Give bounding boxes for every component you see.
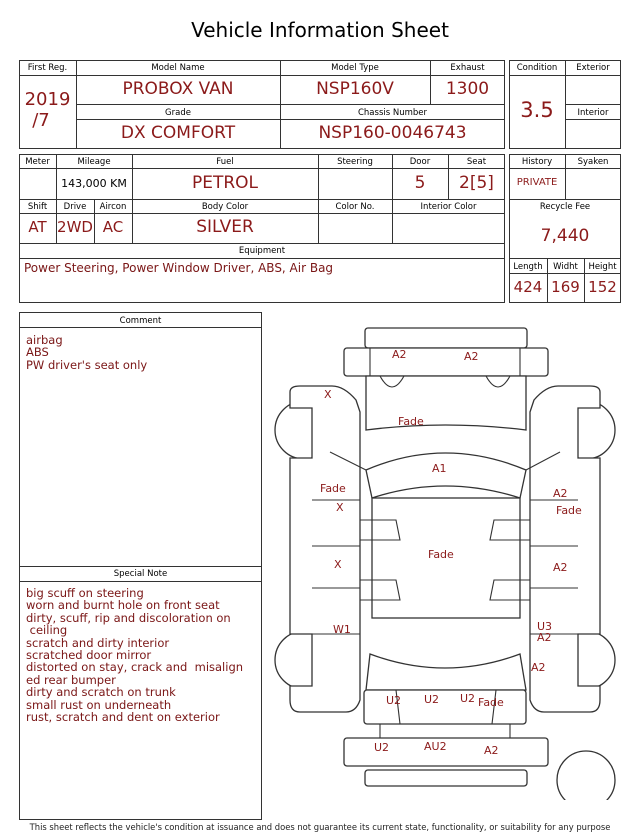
chassis-label: Chassis Number: [357, 108, 428, 118]
grade-label: Grade: [165, 108, 191, 118]
damage-mark: A2: [553, 561, 568, 574]
first-reg-month: /7: [32, 110, 50, 131]
comment-line: airbag: [26, 333, 63, 347]
special-note-list: [26, 587, 243, 723]
special-note-line: worn and burnt hole on front seat: [26, 598, 220, 613]
first-reg-label: First Reg.: [27, 63, 68, 73]
grade-value: DX COMFORT: [120, 123, 236, 143]
comment-line: ABS: [26, 345, 49, 360]
condition-value: 3.5: [520, 98, 554, 122]
damage-mark: Fade: [320, 482, 346, 495]
width-value: 169: [551, 278, 580, 296]
length-label: Length: [513, 262, 543, 272]
syaken-label: Syaken: [577, 157, 609, 167]
first-reg-year: 2019: [24, 89, 71, 110]
special-note-line: dirty, scuff, rip and discoloration on ceiling: [26, 610, 231, 638]
interior-color-label: Interior Color: [420, 202, 477, 212]
damage-mark: A1: [432, 462, 447, 475]
comment-line: PW driver's seat only: [26, 357, 148, 372]
mileage-label: Mileage: [77, 157, 111, 167]
damage-mark: U2: [386, 694, 402, 707]
special-note-line: scratched door mirror: [26, 648, 152, 663]
recycle-fee-value: 7,440: [540, 226, 590, 246]
damage-mark: U2: [460, 692, 476, 705]
comment-label: Comment: [119, 316, 162, 326]
damage-mark: A2: [464, 350, 479, 363]
exhaust-value: 1300: [445, 79, 490, 99]
aircon-label: Aircon: [99, 202, 127, 212]
damage-mark: A2: [553, 487, 568, 500]
damage-mark: Fade: [398, 415, 424, 428]
height-label: Height: [588, 262, 617, 272]
comment-list: [26, 334, 147, 371]
aircon-value: AC: [102, 218, 124, 236]
damage-mark: U3: [537, 620, 553, 633]
model-type-label: Model Type: [331, 63, 379, 73]
disclaimer-footer: This sheet reflects the vehicle's condition at issuance and does not guarantee its current state, functionality, or suitability for any purpose: [29, 822, 611, 832]
special-note-line: big scuff on steering: [26, 586, 144, 600]
drive-label: Drive: [63, 202, 87, 212]
model-name-label: Model Name: [151, 63, 205, 73]
damage-mark: X: [336, 501, 344, 514]
mileage-value: 143,000 KM: [61, 177, 127, 190]
damage-mark: Fade: [556, 504, 582, 517]
seat-value: 2[5]: [459, 173, 494, 193]
interior-label: Interior: [577, 108, 609, 118]
special-note-line: distorted on stay, crack and misalign ed rear bumper: [26, 660, 244, 687]
steering-label: Steering: [337, 157, 373, 167]
height-value: 152: [588, 278, 617, 296]
damage-mark: U2: [424, 693, 440, 706]
equipment-label: Equipment: [238, 246, 286, 256]
shift-value: AT: [28, 218, 47, 236]
damage-mark: Fade: [478, 696, 504, 709]
door-label: Door: [409, 157, 431, 167]
length-value: 424: [513, 278, 543, 296]
shift-label: Shift: [27, 202, 48, 212]
damage-mark: U2: [374, 741, 390, 754]
body-color-value: SILVER: [196, 217, 254, 237]
exhaust-label: Exhaust: [450, 63, 485, 73]
drive-value: 2WD: [57, 218, 93, 236]
equipment-value: Power Steering, Power Window Driver, ABS, Air Bag: [24, 261, 334, 275]
model-name-value: PROBOX VAN: [122, 79, 234, 99]
special-note-line: dirty and scratch on trunk: [26, 685, 176, 700]
special-note-line: scratch and dirty interior: [26, 635, 170, 650]
door-value: 5: [414, 173, 426, 193]
history-value: PRIVATE: [516, 177, 558, 188]
damage-mark: X: [334, 558, 342, 571]
exterior-label: Exterior: [576, 63, 610, 73]
damage-mark: X: [324, 388, 332, 401]
recycle-fee-label: Recycle Fee: [539, 202, 591, 212]
history-label: History: [521, 157, 553, 167]
damage-mark: Fade: [428, 548, 454, 561]
meter-label: Meter: [25, 157, 50, 167]
width-label: Widht: [553, 262, 578, 272]
vehicle-damage-diagram: [270, 320, 630, 800]
chassis-value: NSP160-0046743: [318, 123, 467, 143]
seat-label: Seat: [466, 157, 487, 167]
special-note-line: rust, scratch and dent on exterior: [26, 710, 220, 725]
page-title: Vehicle Information Sheet: [191, 18, 449, 42]
condition-label: Condition: [516, 63, 558, 73]
fuel-label: Fuel: [216, 157, 234, 167]
damage-mark: A2: [531, 661, 546, 674]
body-color-label: Body Color: [201, 202, 249, 212]
damage-mark: A2: [392, 348, 407, 361]
damage-mark: A2: [484, 744, 499, 757]
model-type-value: NSP160V: [316, 79, 394, 99]
damage-mark: A2: [537, 631, 552, 644]
damage-mark: AU2: [424, 740, 447, 753]
special-note-line: small rust on underneath: [26, 697, 172, 712]
color-no-label: Color No.: [335, 202, 375, 212]
special-note-label: Special Note: [113, 569, 168, 579]
damage-mark: W1: [333, 623, 351, 636]
fuel-value: PETROL: [191, 173, 259, 193]
